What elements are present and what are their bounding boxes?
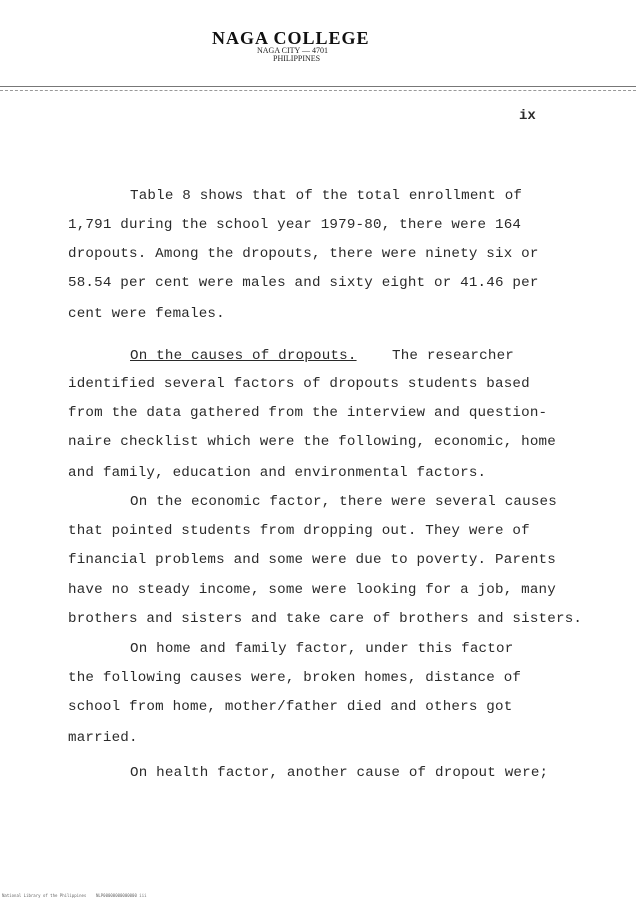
college-country: PHILIPPINES	[273, 54, 321, 63]
text-line: 58.54 per cent were males and sixty eight or 41.46 per	[68, 275, 539, 291]
text-line: that pointed students from dropping out. They were of	[68, 523, 530, 539]
text-line: dropouts. Among the dropouts, there were ninety six or	[68, 246, 539, 262]
text-line: naire checklist which were the following, economic, home	[68, 434, 556, 450]
text-line: Table 8 shows that of the total enrollment of	[130, 188, 523, 204]
text-line: from the data gathered from the interview and question-	[68, 405, 548, 421]
page-number: ix	[519, 108, 536, 124]
text-line: On health factor, another cause of dropout were;	[130, 765, 549, 781]
text-line: married.	[68, 730, 138, 746]
text-line: have no steady income, some were looking for a job, many	[68, 582, 556, 598]
archive-footer	[2, 893, 147, 898]
text-line: and family, education and environmental factors.	[68, 465, 487, 481]
archive-code: NLP00000000000000 iii	[95, 893, 147, 898]
text-line: the following causes were, broken homes, distance of	[68, 670, 522, 686]
text-line: brothers and sisters and take care of brothers and sisters.	[68, 611, 583, 627]
letterhead-rule	[0, 86, 636, 87]
text-line: 1,791 during the school year 1979-80, there were 164	[68, 217, 522, 233]
archive-name: National Library of the Philippines	[2, 893, 87, 898]
text-line: school from home, mother/father died and others got	[68, 699, 513, 715]
text-line: financial problems and some were due to poverty. Parents	[68, 552, 556, 568]
college-name: NAGA COLLEGE	[212, 28, 370, 48]
letterhead-rule-dashed	[0, 90, 636, 91]
text-line: cent were females.	[68, 306, 225, 322]
section-heading: On the causes of dropouts.	[130, 348, 357, 364]
text-line: The researcher	[392, 348, 514, 364]
text-line: identified several factors of dropouts students based	[68, 376, 530, 392]
text-line: On the economic factor, there were several causes	[130, 494, 557, 510]
text-line: On home and family factor, under this factor	[130, 641, 514, 657]
college-city: NAGA CITY — 4701	[257, 46, 329, 55]
